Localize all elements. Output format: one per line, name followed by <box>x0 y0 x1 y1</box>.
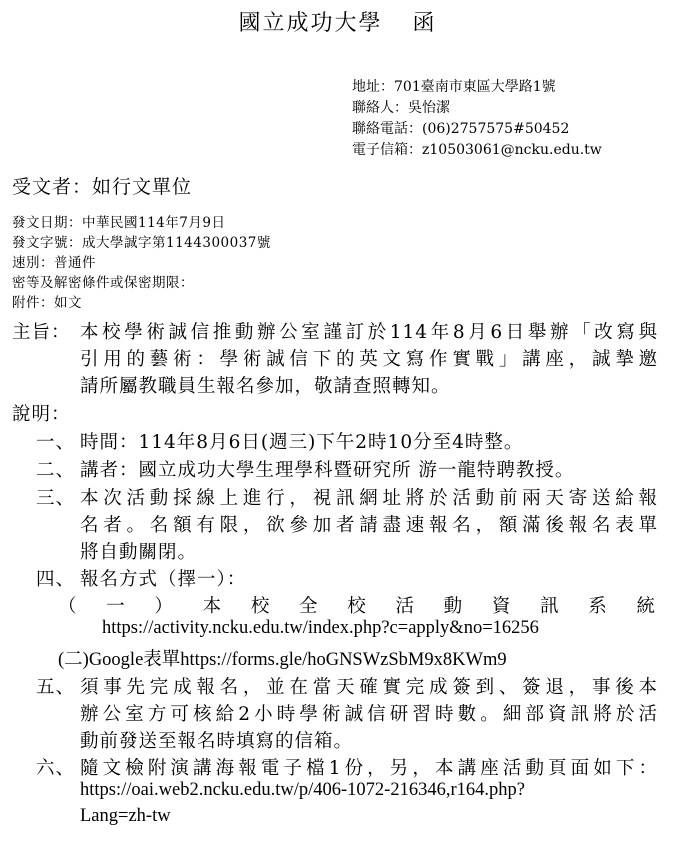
item-4-option-2[interactable]: (二)Google表單https://forms.gle/hoGNSWzSbM9x8KWm9 <box>58 650 507 670</box>
issue-number: 發文字號：成大學誠字第1144300037號 <box>12 235 271 251</box>
item-4-text: 報名方式（擇一）： <box>80 569 247 590</box>
secrecy-level: 密等及解密條件或保密期限： <box>12 275 194 291</box>
contact-phone: 聯絡電話：(06)2757575#50452 <box>352 121 570 137</box>
item-3-line-2: 名者。名額有限，欲參加者請盡速報名，額滿後報名表單 <box>80 515 658 536</box>
subject-label: 主旨： <box>12 322 71 343</box>
item-5-line-2: 辦公室方可核給2小時學術誠信研習時數。細部資訊將於活 <box>80 704 658 725</box>
contact-email: 電子信箱：z10503061@ncku.edu.tw <box>352 142 602 158</box>
item-2-number: 二、 <box>36 460 76 481</box>
subject-line-3: 請所屬教職員生報名參加，敬請查照轉知。 <box>80 376 451 397</box>
contact-person: 聯絡人：吳怡潔 <box>352 100 450 116</box>
item-6-url-line-1[interactable]: https://oai.web2.ncku.edu.tw/p/406-1072-216346,r164.php? <box>80 780 525 800</box>
title-suffix: 函 <box>412 11 437 36</box>
item-1-text: 時間：114年8月6日(週三)下午2時10分至4時整。 <box>80 432 524 453</box>
recipient: 受文者：如行文單位 <box>12 176 193 198</box>
item-6-url-line-2[interactable]: Lang=zh-tw <box>80 806 171 826</box>
document-title <box>0 6 675 37</box>
item-4-option-1-url[interactable]: https://activity.ncku.edu.tw/index.php?c=apply&no=16256 <box>102 618 539 638</box>
item-4-option-1-label: （一）本校全校活動資訊系統 <box>58 596 656 617</box>
explanation-label: 說明： <box>12 404 71 425</box>
subject-line-1: 本校學術誠信推動辦公室謹訂於114年8月6日舉辦「改寫與 <box>80 322 658 343</box>
item-4-number: 四、 <box>36 569 76 590</box>
item-2-text: 講者：國立成功大學生理學科暨研究所 游一龍特聘教授。 <box>80 460 575 481</box>
item-5-line-3: 動前發送至報名時填寫的信箱。 <box>80 731 354 752</box>
item-6-number: 六、 <box>36 758 76 779</box>
item-5-number: 五、 <box>36 677 76 698</box>
attachment: 附件：如文 <box>12 295 82 311</box>
item-1-number: 一、 <box>36 432 76 453</box>
item-3-number: 三、 <box>36 488 76 509</box>
title-main: 國立成功大學 <box>238 11 383 36</box>
speed-class: 速別：普通件 <box>12 255 96 271</box>
item-5-line-1: 須事先完成報名，並在當天確實完成簽到、簽退，事後本 <box>80 677 658 698</box>
issue-date: 發文日期：中華民國114年7月9日 <box>12 215 226 231</box>
item-6-line-1: 隨文檢附演講海報電子檔1份，另，本講座活動頁面如下： <box>80 758 658 779</box>
item-3-line-1: 本次活動採線上進行，視訊網址將於活動前兩天寄送給報 <box>80 488 658 509</box>
item-3-line-3: 將自動關閉。 <box>80 542 198 563</box>
contact-address: 地址：701臺南市東區大學路1號 <box>352 79 556 95</box>
subject-line-2: 引用的藝術：學術誠信下的英文寫作實戰」講座，誠摯邀 <box>80 349 658 370</box>
